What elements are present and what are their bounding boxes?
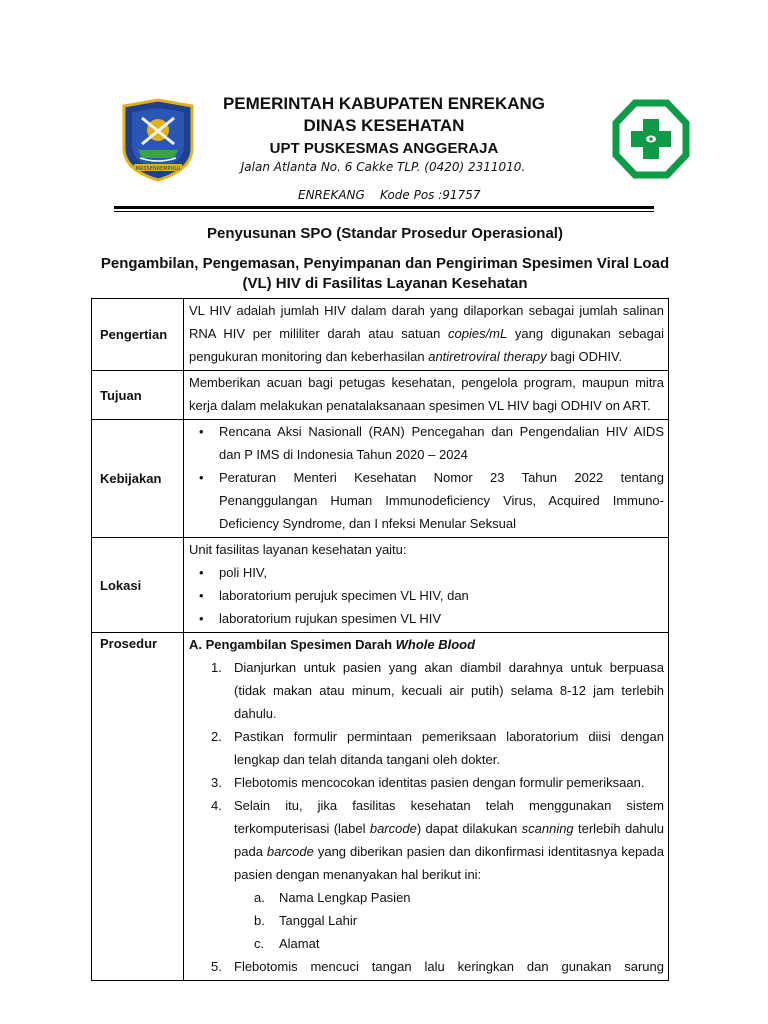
procedure-step: 2. Pastikan formulir permintaan pemeriksaan laboratorium diisi dengan lengkap dan telah ditanda tangani oleh dokter. bbox=[211, 729, 664, 767]
row-prosedur bbox=[92, 633, 669, 981]
label-pengertian: Pengertian bbox=[92, 299, 184, 371]
label-lokasi: Lokasi bbox=[92, 538, 184, 633]
content-lokasi bbox=[184, 538, 669, 633]
pengertian-text: VL HIV adalah jumlah HIV dalam darah yang dilaporkan sebagai jumlah salinan RNA HIV per mililiter darah atau satuan copies/mL yang digunakan sebagai pengukuran monitoring dan keberhasilan antiretroviral therapy bagi ODHIV. bbox=[189, 303, 665, 364]
procedure-steps bbox=[189, 656, 664, 978]
crest-banner-text: MASSENREMPULU bbox=[135, 166, 181, 172]
procedure-step: 5. Flebotomis mencuci tangan lalu keringkan dan gunakan sarung bbox=[211, 959, 664, 974]
lokasi-list bbox=[189, 561, 664, 630]
address-line: Jalan Atlanta No. 6 Cakke TLP. (0420) 2311010. bbox=[240, 160, 526, 174]
document-title: Penyusunan SPO (Standar Prosedur Operasional) bbox=[207, 225, 563, 242]
kebijakan-list bbox=[189, 420, 664, 535]
list-item: • Peraturan Menteri Kesehatan Nomor 23 Tahun 2022 tentang Penanggulangan Human Immunodeficiency Virus, Acquired Immuno-Deficiency Syndrome, dan I nfeksi Menular Seksual bbox=[189, 466, 664, 535]
row-pengertian bbox=[92, 299, 669, 371]
government-title: PEMERINTAH KABUPATEN ENREKANG bbox=[222, 94, 546, 113]
label-tujuan: Tujuan bbox=[92, 371, 184, 420]
list-item: • laboratorium perujuk specimen VL HIV, dan bbox=[189, 584, 664, 607]
content-kebijakan bbox=[184, 420, 669, 538]
label-kebijakan: Kebijakan bbox=[92, 420, 184, 538]
unit-title: UPT PUSKESMAS ANGGERAJA bbox=[269, 140, 499, 157]
city-label: ENREKANG bbox=[298, 188, 365, 202]
list-item: • poli HIV, bbox=[189, 561, 664, 584]
puskesmas-logo bbox=[612, 97, 690, 181]
procedure-step: 1. Dianjurkan untuk pasien yang akan diambil darahnya untuk berpuasa (tidak makan atau minum, kecuali air putih) selama 8-12 jam terlebih dahulu. bbox=[211, 660, 664, 721]
procedure-step: 3. Flebotomis mencocokan identitas pasien dengan formulir pemeriksaan. bbox=[211, 775, 645, 790]
list-item: • Rencana Aksi Nasionall (RAN) Pencegahan dan Pengendalian HIV AIDS dan P IMS di Indonesia Tahun 2020 – 2024 bbox=[189, 420, 664, 466]
row-lokasi bbox=[92, 538, 669, 633]
lokasi-intro: Unit fasilitas layanan kesehatan yaitu: bbox=[189, 542, 407, 557]
tujuan-text: Memberikan acuan bagi petugas kesehatan, pengelola program, maupun mitra kerja dalam melakukan penatalaksanaan spesimen VL HIV bagi ODHIV on ART. bbox=[189, 375, 664, 413]
row-kebijakan bbox=[92, 420, 669, 538]
row-tujuan bbox=[92, 371, 669, 420]
content-pengertian bbox=[184, 299, 669, 371]
document-subtitle: Pengambilan, Pengemasan, Penyimpanan dan Pengiriman Spesimen Viral Load (VL) HIV di Fasilitas Layanan Kesehatan bbox=[100, 255, 670, 292]
list-item: a. Nama Lengkap Pasien bbox=[254, 890, 411, 905]
label-prosedur: Prosedur bbox=[92, 633, 184, 981]
list-item: c. Alamat bbox=[254, 936, 320, 951]
postal-code: Kode Pos :91757 bbox=[380, 188, 481, 202]
content-prosedur bbox=[184, 633, 669, 981]
department-title: DINAS KESEHATAN bbox=[303, 116, 465, 135]
content-tujuan bbox=[184, 371, 669, 420]
procedure-step: 4. Selain itu, jika fasilitas kesehatan telah menggunakan sistem terkomputerisasi (label barcode) dapat dilakukan scanning terlebih dahulu pada barcode yang diberikan pasien dan dikonfirmasi identitasnya kepada pasien dengan menanyakan hal berikut ini: a. Nama Lengkap Pasien b. Tanggal Lahir c. Alamat bbox=[189, 794, 664, 955]
identity-check-list bbox=[234, 886, 664, 955]
letterhead-rule-thick bbox=[114, 206, 654, 209]
spo-table bbox=[91, 298, 669, 981]
letterhead-rule-thin bbox=[114, 211, 654, 212]
list-item: b. Tanggal Lahir bbox=[254, 913, 358, 928]
list-item: • laboratorium rujukan spesimen VL HIV bbox=[189, 607, 664, 630]
section-a-heading: A. Pengambilan Spesimen Darah Whole Blood bbox=[189, 637, 476, 652]
